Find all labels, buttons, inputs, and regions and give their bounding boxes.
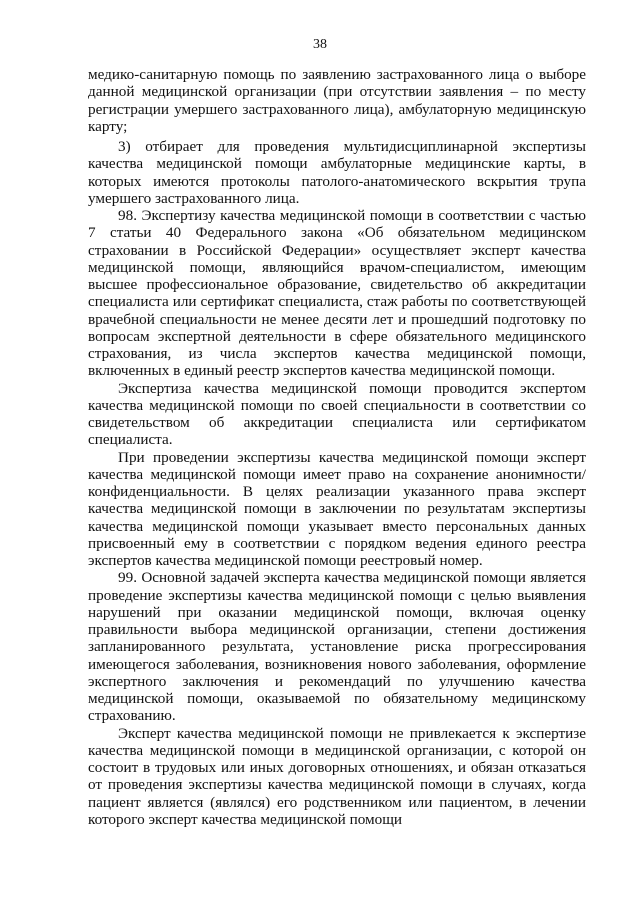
paragraph-section-98: 98. Экспертизу качества медицинской помощи в соответствии с частью 7 статьи 40 Федерального закона «Об обязательном медицинском страховании в Российской Федерации» осуществляет эксперт качества медицинской помощи, являющийся врачом-специалистом, имеющим высшее профессиональное образование, свидетельство об аккредитации специалиста или сертификат специалиста, стаж работы по соответствующей врачебной специальности не менее десяти лет и прошедший подготовку по вопросам экспертной деятельности в сфере обязательного медицинского страхования, из числа экспертов качества медицинской помощи, включенных в единый реестр экспертов качества медицинской помощи. — [88, 207, 586, 380]
paragraph-item-3: 3) отбирает для проведения мультидисциплинарной экспертизы качества медицинской помощи амбулаторные медицинские карты, в которых имеются протоколы патолого-анатомического вскрытия трупа умершего застрахованного лица. — [88, 138, 586, 207]
page-number: 38 — [313, 37, 327, 52]
document-body — [88, 66, 586, 828]
paragraph-expert-restrictions: Эксперт качества медицинской помощи не привлекается к экспертизе качества медицинской помощи в медицинской организации, с которой он состоит в трудовых или иных договорных отношениях, и обязан отказаться от проведения экспертизы качества медицинской помощи в случаях, когда пациент является (являлся) его родственником или пациентом, в лечении которого эксперт качества медицинской помощи — [88, 724, 586, 828]
paragraph-expertise-specialty: Экспертиза качества медицинской помощи проводится экспертом качества медицинской помощи по своей специальности в соответствии со свидетельством об аккредитации специалиста или сертификатом специалиста. — [88, 379, 586, 449]
paragraph-section-99: 99. Основной задачей эксперта качества медицинской помощи является проведение экспертизы качества медицинской помощи с целью выявления нарушений при оказании медицинской помощи, включая оценку правильности выбора медицинской организации, степени достижения запланированного результата, установление риска прогрессирования имеющегося заболевания, возникновения нового заболевания, оформление экспертного заключения и рекомендаций по улучшению качества медицинской помощи, оказываемой по обязательному медицинскому страхованию. — [88, 569, 586, 725]
paragraph-anonymity: При проведении экспертизы качества медицинской помощи эксперт качества медицинской помощи имеет право на сохранение анонимности/конфиденциальности. В целях реализации указанного права эксперт качества медицинской помощи в заключении по результатам экспертизы качества медицинской помощи указывает вместо персональных данных присвоенный ему в соответствии с порядком ведения единого реестра экспертов качества медицинской помощи реестровый номер. — [88, 448, 586, 569]
paragraph-continuation: медико-санитарную помощь по заявлению застрахованного лица о выборе данной медицинской организации (при отсутствии заявления – по месту регистрации умершего застрахованного лица), амбулаторную медицинскую карту; — [88, 66, 586, 135]
